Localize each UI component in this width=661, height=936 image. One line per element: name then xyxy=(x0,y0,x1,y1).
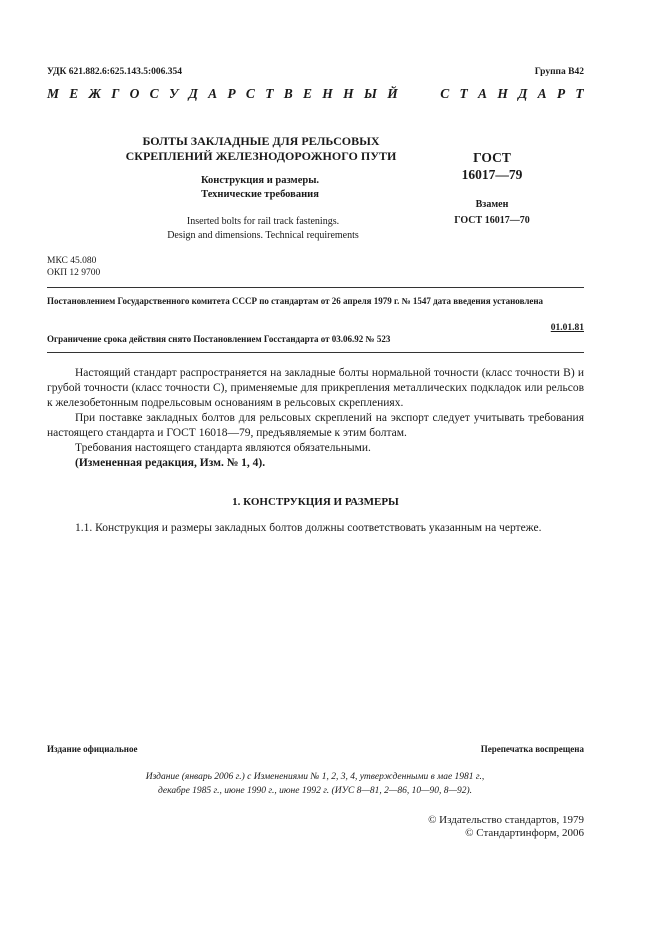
banner-letter: Т xyxy=(265,86,274,101)
banner-letter: Р xyxy=(556,86,566,101)
english-title-line: Inserted bolts for rail track fastenings. xyxy=(186,216,340,227)
banner-letter: Д xyxy=(518,86,528,101)
banner-letter: Н xyxy=(343,86,354,101)
title-line: БОЛТЫ ЗАКЛАДНЫЕ ДЛЯ РЕЛЬСОВЫХ xyxy=(142,134,380,148)
banner-letter: Ы xyxy=(363,86,377,101)
standard-banner xyxy=(47,86,584,102)
banner-letter: У xyxy=(168,86,179,101)
intro-paragraph xyxy=(47,366,584,471)
gost-label: ГОСТ xyxy=(473,150,511,165)
paragraph: При поставке закладных болтов для рельсовых скреплений на экспорт следует учитывать требования настоящего стандарта и ГОСТ 16018—79, предъявляемые к этим болтам. xyxy=(47,412,584,439)
banner-letter: Й xyxy=(387,86,398,101)
replaced-label: Взамен xyxy=(475,199,509,210)
section-heading: 1. КОНСТРУКЦИЯ И РАЗМЕРЫ xyxy=(232,496,399,508)
banner-letter: Р xyxy=(227,86,236,101)
paragraph: Настоящий стандарт распространяется на закладные болты нормальной точности (класс точности В) и грубой точности (класс точности С), применяемые для прикрепления металлических подкладок или рельсов к железобетонным подрельсовым основаниям в рельсовых скреплениях. xyxy=(47,367,584,409)
decree-text: Постановлением Государственного комитета СССР по стандартам от 26 апреля 1979 г. № 1547 дата введения установлена xyxy=(47,296,544,306)
subtitle-line: Технические требования xyxy=(201,189,319,200)
english-title-line: Design and dimensions. Technical requirements xyxy=(167,230,359,241)
banner-letter: Н xyxy=(497,86,508,101)
subtitle-line: Конструкция и размеры. xyxy=(200,175,320,186)
paragraph: Требования настоящего стандарта являются обязательными. xyxy=(75,442,371,454)
copyright xyxy=(428,814,584,840)
divider xyxy=(47,352,584,353)
banner-letter: М xyxy=(47,86,60,101)
copyright-line: © Издательство стандартов, 1979 xyxy=(428,814,584,826)
classification-codes xyxy=(47,255,100,279)
banner-letter: А xyxy=(208,86,218,101)
document-title xyxy=(110,134,412,164)
paragraph: 1.1. Конструкция и размеры закладных болтов должны соответствовать указанным на чертеже. xyxy=(75,522,542,534)
introduction-date: 01.01.81 xyxy=(550,323,584,333)
reprint-prohibited: Перепечатка воспрещена xyxy=(480,744,584,754)
official-edition: Издание официальное xyxy=(47,744,138,754)
edition-note xyxy=(80,770,550,798)
banner-letter: С xyxy=(440,86,450,101)
limitation-note: Ограничение срока действия снято Постановлением Госстандарта от 03.06.92 № 523 xyxy=(47,334,391,344)
banner-letter: Ж xyxy=(88,86,101,101)
english-title xyxy=(118,215,408,243)
amendment-note: (Измененная редакция, Изм. № 1, 4). xyxy=(75,457,266,469)
banner-letter: Н xyxy=(322,86,333,101)
mks-code: МКС 45.080 xyxy=(47,256,97,266)
banner-letter: А xyxy=(478,86,488,101)
banner-letter: Е xyxy=(303,86,313,101)
banner-letter: С xyxy=(245,86,255,101)
banner-letter: Д xyxy=(188,86,198,101)
banner-letter: Т xyxy=(575,86,584,101)
edition-line: декабре 1985 г., июне 1990 г., июне 1992 г. (ИУС 8—81, 2—86, 10—90, 8—92). xyxy=(157,786,473,796)
replaced-standard xyxy=(430,197,554,229)
copyright-line: © Стандартинформ, 2006 xyxy=(465,827,584,839)
banner-letter: В xyxy=(283,86,293,101)
group-code: Группа В42 xyxy=(534,67,584,77)
banner-letter: Г xyxy=(111,86,120,101)
replaced-number: ГОСТ 16017—70 xyxy=(454,215,530,226)
banner-gap xyxy=(408,86,430,102)
edition-line: Издание (январь 2006 г.) с Изменениями № 1, 2, 3, 4, утвержденными в мае 1981 г., xyxy=(145,772,485,782)
title-line: СКРЕПЛЕНИЙ ЖЕЛЕЗНОДОРОЖНОГО ПУТИ xyxy=(125,149,397,163)
banner-letter: Е xyxy=(69,86,79,101)
divider xyxy=(47,287,584,288)
document-subtitle xyxy=(150,174,370,202)
gost-number-block xyxy=(447,149,537,183)
banner-letter: С xyxy=(149,86,159,101)
banner-letter: Т xyxy=(459,86,468,101)
clause-1-1 xyxy=(47,521,584,536)
banner-letter: А xyxy=(537,86,547,101)
gost-number: 16017—79 xyxy=(461,167,523,182)
banner-letter: О xyxy=(129,86,140,101)
udk-code: УДК 621.882.6:625.143.5:006.354 xyxy=(47,67,183,77)
okp-code: ОКП 12 9700 xyxy=(47,268,101,278)
